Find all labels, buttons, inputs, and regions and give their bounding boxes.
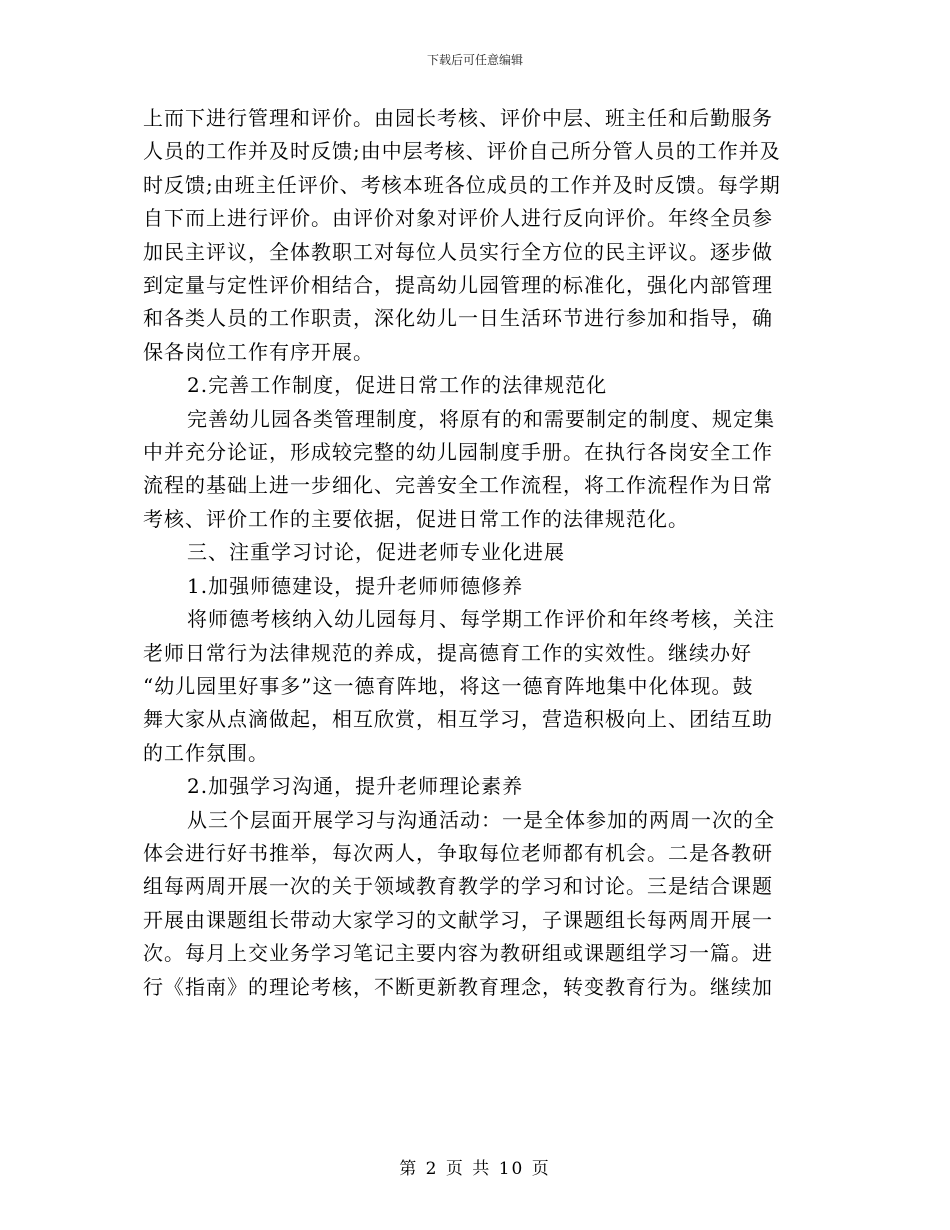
text-line: 保各岗位工作有序开展。 (143, 339, 374, 364)
text-line: 将师德考核纳入幼儿园每月、每学期工作评价和年终考核，关注 (187, 607, 775, 632)
text-line: 流程的基础上进一步细化、完善安全工作流程，将工作流程作为日常 (143, 473, 773, 498)
text-line: 次。每月上交业务学习笔记主要内容为教研组或课题组学习一篇。进 (143, 941, 773, 966)
section-heading-ethics: 1.加强师德建设，提升老师师德修养 (187, 573, 524, 598)
text-line: 中并充分论证，形成较完整的幼儿园制度手册。在执行各岗安全工作 (143, 440, 773, 465)
text-line: 人员的工作并及时反馈;由中层考核、评价自己所分管人员的工作并及 (143, 139, 781, 164)
text-line: 自下而上进行评价。由评价对象对评价人进行反向评价。年终全员参 (143, 206, 773, 231)
document-body (143, 102, 807, 1004)
text-line: 完善幼儿园各类管理制度，将原有的和需要制定的制度、规定集 (187, 406, 775, 431)
paragraph-learning (143, 804, 807, 1004)
paragraph-evaluation (143, 102, 807, 369)
text-line: 舞大家从点滴做起，相互欣赏，相互学习，营造积极向上、团结互助 (143, 707, 773, 732)
text-line: 的工作氛围。 (143, 740, 269, 765)
page-header: 下载后可任意编辑 (426, 53, 523, 67)
text-line: 和各类人员的工作职责，深化幼儿一日生活环节进行参加和指导，确 (143, 306, 773, 331)
page-number: 第 2 页 共 10 页 (399, 1159, 551, 1179)
text-line: 行《指南》的理论考核，不断更新教育理念，转变教育行为。继续加 (143, 974, 773, 999)
section-heading-work-system: 2.完善工作制度，促进日常工作的法律规范化 (187, 373, 608, 398)
text-line: 加民主评议，全体教职工对每位人员实行全方位的民主评议。逐步做 (143, 239, 773, 264)
text-line: 时反馈;由班主任评价、考核本班各位成员的工作并及时反馈。每学期 (143, 172, 781, 197)
text-line: “幼儿园里好事多”这一德育阵地，将这一德育阵地集中化体现。鼓 (143, 673, 754, 698)
text-line: 开展由课题组长带动大家学习的文献学习，子课题组长每两周开展一 (143, 907, 773, 932)
text-line: 组每两周开展一次的关于领域教育教学的学习和讨论。三是结合课题 (143, 874, 773, 899)
text-line: 考核、评价工作的主要依据，促进日常工作的法律规范化。 (143, 506, 689, 531)
section-heading-study: 三、注重学习讨论，促进老师专业化进展 (187, 540, 565, 565)
text-line: 到定量与定性评价相结合，提高幼儿园管理的标准化，强化内部管理 (143, 273, 773, 298)
section-heading-learning: 2.加强学习沟通，提升老师理论素养 (187, 774, 524, 799)
text-line: 老师日常行为法律规范的养成，提高德育工作的实效性。继续办好 (143, 640, 752, 665)
text-line: 从三个层面开展学习与沟通活动：一是全体参加的两周一次的全 (187, 807, 775, 832)
paragraph-ethics (143, 603, 807, 770)
text-line: 体会进行好书推举，每次两人，争取每位老师都有机会。二是各教研 (143, 840, 773, 865)
text-line: 上而下进行管理和评价。由园长考核、评价中层、班主任和后勤服务 (143, 106, 773, 130)
paragraph-work-system (143, 403, 807, 537)
